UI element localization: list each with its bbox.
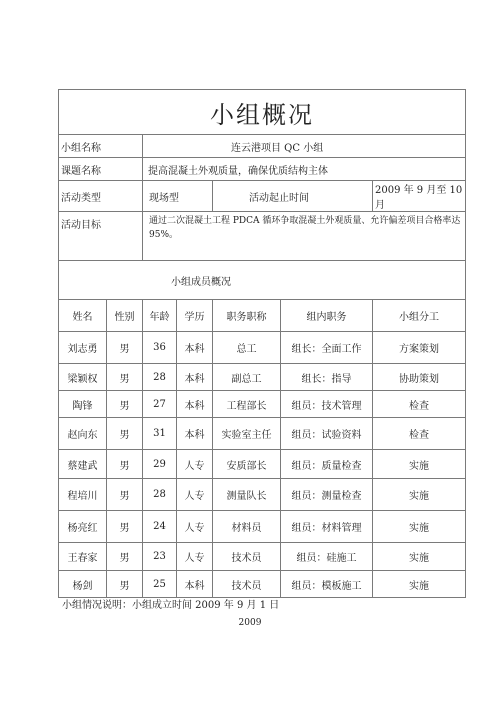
table-cell: 本科 <box>177 332 213 364</box>
table-cell: 组员：材料管理 <box>281 511 373 543</box>
table-cell: 实施 <box>373 543 466 571</box>
column-header: 学历 <box>177 300 213 332</box>
table-cell: 本科 <box>177 364 213 391</box>
table-cell: 实施 <box>373 571 466 598</box>
table-cell: 实施 <box>373 511 466 543</box>
topic-label: 课题名称 <box>59 158 143 181</box>
table-cell: 组员：硅施工 <box>281 543 373 571</box>
table-cell: 梁颖权 <box>59 364 107 391</box>
table-cell: 本科 <box>177 571 213 598</box>
table-cell: 检查 <box>373 391 466 418</box>
table-cell: 23 <box>143 543 177 571</box>
table-cell: 杨剑 <box>59 571 107 598</box>
table-cell: 安质部长 <box>213 450 281 479</box>
table-cell: 男 <box>107 391 143 418</box>
table-cell: 组长：全面工作 <box>281 332 373 364</box>
topic-value: 提高混凝土外观质量，确保优质结构主体 <box>143 158 466 181</box>
group-overview-sheet <box>58 89 465 598</box>
table-cell: 刘志勇 <box>59 332 107 364</box>
table-cell: 技术员 <box>213 543 281 571</box>
overview-table <box>58 89 466 598</box>
table-cell: 组长：指导 <box>281 364 373 391</box>
activity-goal-label: 活动目标 <box>59 212 143 261</box>
column-header: 年龄 <box>143 300 177 332</box>
group-name-label: 小组名称 <box>59 135 143 158</box>
table-cell: 36 <box>143 332 177 364</box>
column-header: 性别 <box>107 300 143 332</box>
table-cell: 人专 <box>177 450 213 479</box>
table-row <box>59 450 466 479</box>
table-row <box>59 571 466 598</box>
table-cell: 男 <box>107 543 143 571</box>
table-cell: 测量队长 <box>213 479 281 511</box>
activity-type-value: 现场型 <box>143 181 213 212</box>
members-heading: 小组成员概况 <box>59 261 466 300</box>
table-cell: 材料员 <box>213 511 281 543</box>
table-cell: 本科 <box>177 418 213 450</box>
table-cell: 29 <box>143 450 177 479</box>
column-header: 职务职称 <box>213 300 281 332</box>
members-header-row <box>59 300 466 332</box>
table-cell: 男 <box>107 364 143 391</box>
table-cell: 28 <box>143 364 177 391</box>
table-cell: 男 <box>107 479 143 511</box>
page-footer: 2009 <box>238 618 262 628</box>
table-cell: 组员：测量检查 <box>281 479 373 511</box>
table-cell: 人专 <box>177 511 213 543</box>
member-rows <box>59 332 466 598</box>
table-cell: 杨亮红 <box>59 511 107 543</box>
table-cell: 实验室主任 <box>213 418 281 450</box>
group-note: 小组情况说明：小组成立时间 2009 年 9 月 1 日 <box>62 600 280 611</box>
activity-goal-cell <box>143 212 466 261</box>
table-cell: 程培川 <box>59 479 107 511</box>
table-cell: 技术员 <box>213 571 281 598</box>
table-cell: 组员：试验资料 <box>281 418 373 450</box>
table-cell: 24 <box>143 511 177 543</box>
table-row <box>59 511 466 543</box>
table-cell: 28 <box>143 479 177 511</box>
table-row <box>59 364 466 391</box>
table-cell: 总工 <box>213 332 281 364</box>
table-cell: 本科 <box>177 391 213 418</box>
table-cell: 检查 <box>373 418 466 450</box>
table-cell: 实施 <box>373 450 466 479</box>
table-cell: 副总工 <box>213 364 281 391</box>
table-cell: 男 <box>107 332 143 364</box>
table-row <box>59 391 466 418</box>
table-cell: 工程部长 <box>213 391 281 418</box>
page-title: 小组概况 <box>59 90 466 135</box>
table-cell: 人专 <box>177 543 213 571</box>
table-cell: 31 <box>143 418 177 450</box>
column-header: 小组分工 <box>373 300 466 332</box>
table-cell: 蔡建武 <box>59 450 107 479</box>
table-cell: 方案策划 <box>373 332 466 364</box>
table-row <box>59 543 466 571</box>
column-header: 姓名 <box>59 300 107 332</box>
table-cell: 陶锋 <box>59 391 107 418</box>
table-cell: 27 <box>143 391 177 418</box>
group-name-value: 连云港项目 QC 小组 <box>143 135 466 158</box>
table-cell: 男 <box>107 511 143 543</box>
table-cell: 组员：模板施工 <box>281 571 373 598</box>
table-cell: 组员：技术管理 <box>281 391 373 418</box>
table-row <box>59 332 466 364</box>
table-row <box>59 418 466 450</box>
table-cell: 赵向东 <box>59 418 107 450</box>
table-cell: 人专 <box>177 479 213 511</box>
table-cell: 协助策划 <box>373 364 466 391</box>
activity-goal-value: 通过二次混凝土工程 PDCA 循环争取混凝土外观质量、允许偏差项目合格率达 95%。 <box>149 216 461 240</box>
table-cell: 25 <box>143 571 177 598</box>
table-cell: 实施 <box>373 479 466 511</box>
column-header: 组内职务 <box>281 300 373 332</box>
table-row <box>59 479 466 511</box>
table-cell: 王春家 <box>59 543 107 571</box>
activity-type-label: 活动类型 <box>59 181 143 212</box>
activity-period-label: 活动起止时间 <box>213 181 373 212</box>
table-cell: 男 <box>107 571 143 598</box>
table-cell: 组员：质量检查 <box>281 450 373 479</box>
table-cell: 男 <box>107 418 143 450</box>
activity-period-value: 2009 年 9 月至 10 月 <box>373 181 466 212</box>
table-cell: 男 <box>107 450 143 479</box>
